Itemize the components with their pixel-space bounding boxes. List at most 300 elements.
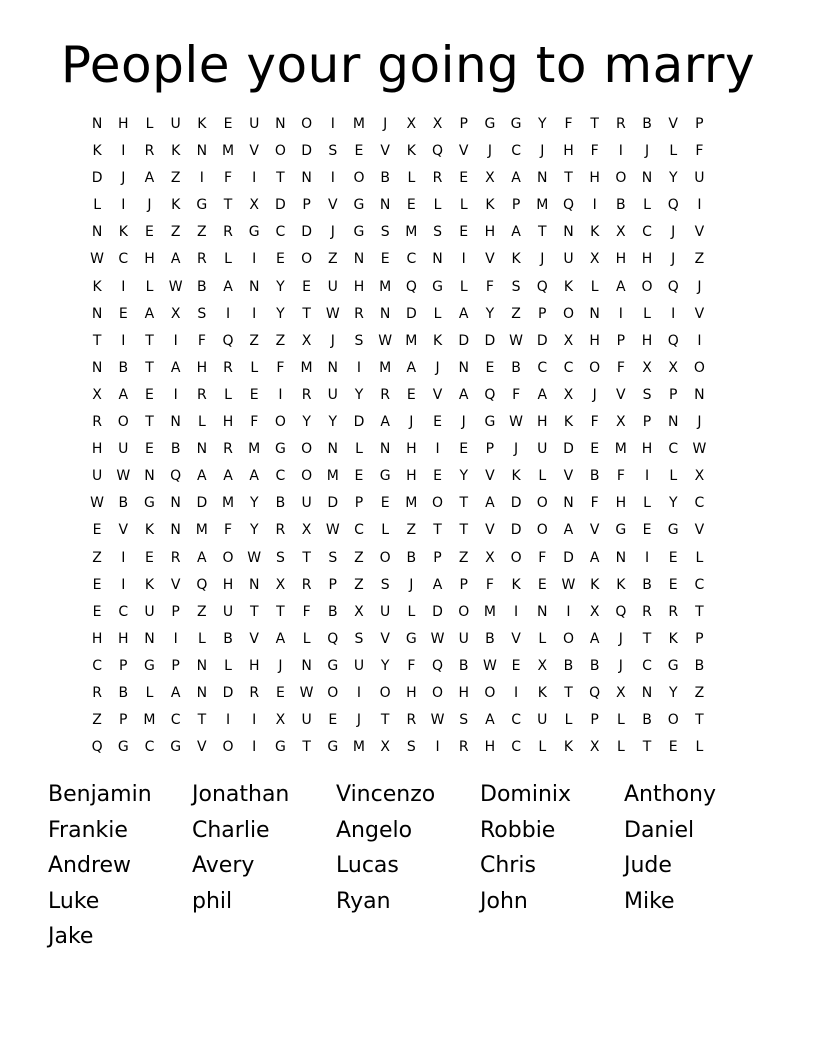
grid-letter: C <box>642 224 652 241</box>
grid-letter: I <box>121 549 126 566</box>
grid-letter: G <box>327 739 339 756</box>
grid-letter: Z <box>354 576 364 593</box>
grid-letter: G <box>196 197 208 214</box>
grid-letter: H <box>91 441 103 458</box>
grid-letter: S <box>380 576 390 593</box>
grid-letter: C <box>694 576 705 593</box>
grid-letter: H <box>589 170 600 187</box>
grid-letter: H <box>353 278 365 295</box>
grid-letter: I <box>252 305 257 322</box>
grid-letter: Y <box>302 414 311 431</box>
word-list-item: Chris <box>480 853 536 879</box>
grid-letter: E <box>668 576 678 593</box>
grid-letter: M <box>379 278 392 295</box>
grid-letter: P <box>433 549 442 566</box>
grid-letter: O <box>301 468 313 485</box>
grid-letter: G <box>484 116 496 132</box>
word-list-item: Ryan <box>336 888 391 914</box>
grid-letter: N <box>379 441 391 458</box>
grid-letter: P <box>485 441 495 458</box>
grid-letter: V <box>380 143 390 160</box>
grid-letter: I <box>173 630 178 647</box>
grid-letter: A <box>170 684 181 701</box>
grid-letter: K <box>406 143 416 160</box>
grid-letter: L <box>538 630 547 647</box>
grid-letter: T <box>302 305 311 322</box>
grid-letter: X <box>668 359 679 376</box>
grid-letter: N <box>432 251 443 268</box>
grid-letter: N <box>144 468 155 485</box>
grid-letter: Q <box>432 657 444 674</box>
grid-letter: W <box>378 332 393 349</box>
grid-letter: H <box>615 251 627 268</box>
grid-letter: D <box>353 414 365 431</box>
grid-letter: M <box>300 359 313 376</box>
grid-letter: V <box>485 251 495 268</box>
grid-letter: W <box>90 495 105 512</box>
grid-letter: O <box>117 414 129 431</box>
grid-letter: O <box>432 684 444 701</box>
word-list-item: Dominix <box>480 782 572 807</box>
grid-letter: R <box>223 359 233 376</box>
grid-letter: H <box>615 495 627 512</box>
grid-letter: O <box>562 630 574 647</box>
grid-letter: B <box>589 468 600 485</box>
grid-letter: K <box>92 143 102 160</box>
grid-letter: N <box>301 170 312 187</box>
grid-letter: T <box>92 332 102 349</box>
grid-letter: Z <box>170 170 181 187</box>
grid-letter: J <box>487 143 492 160</box>
grid-letter: H <box>406 441 417 458</box>
grid-letter: Z <box>170 224 181 241</box>
grid-letter: A <box>589 630 600 647</box>
grid-letter: J <box>147 197 152 214</box>
grid-letter: Q <box>562 197 574 214</box>
grid-letter: E <box>354 143 364 160</box>
grid-letter: Q <box>667 197 679 214</box>
grid-letter: P <box>590 712 599 729</box>
grid-letter: D <box>510 495 522 512</box>
grid-letter: E <box>249 386 259 403</box>
grid-letter: T <box>590 116 599 132</box>
grid-letter: C <box>118 603 129 620</box>
word-list-item: John <box>480 888 528 914</box>
word-list-item: Jonathan <box>192 782 290 807</box>
grid-letter: R <box>92 414 102 431</box>
grid-letter: H <box>484 224 496 241</box>
grid-letter: O <box>379 549 391 566</box>
grid-letter: B <box>694 657 705 674</box>
grid-letter: V <box>458 143 469 160</box>
grid-letter: G <box>170 739 182 756</box>
grid-letter: X <box>616 684 626 701</box>
grid-letter: R <box>642 603 652 620</box>
grid-letter: R <box>144 143 155 160</box>
grid-letter: A <box>485 495 495 512</box>
grid-letter: Z <box>327 251 338 268</box>
grid-letter: O <box>301 116 313 132</box>
grid-letter: X <box>301 332 312 349</box>
grid-letter: P <box>119 712 128 729</box>
grid-letter: G <box>379 468 391 485</box>
grid-letter: L <box>224 251 232 268</box>
grid-letter: R <box>380 386 391 403</box>
grid-letter: M <box>221 495 235 512</box>
grid-letter: A <box>485 712 495 729</box>
grid-letter: W <box>90 251 105 268</box>
grid-letter: V <box>118 522 129 539</box>
grid-letter: B <box>616 197 626 214</box>
grid-letter: F <box>224 170 233 187</box>
grid-letter: K <box>197 116 207 132</box>
grid-letter: X <box>537 657 548 674</box>
grid-letter: J <box>618 630 623 647</box>
grid-letter: E <box>145 386 154 403</box>
grid-letter: U <box>353 657 365 674</box>
grid-letter: J <box>697 414 702 431</box>
grid-letter: D <box>563 549 574 566</box>
grid-letter: B <box>642 116 652 132</box>
grid-letter: M <box>379 359 392 376</box>
grid-letter: F <box>302 603 311 620</box>
grid-letter: I <box>356 684 362 701</box>
grid-letter: K <box>432 332 443 349</box>
grid-letter: B <box>197 278 207 295</box>
grid-letter: O <box>693 359 705 376</box>
grid-letter: I <box>252 170 257 187</box>
word-list-item: Jake <box>48 924 94 950</box>
word-list-item: Anthony <box>624 782 716 807</box>
grid-letter: Z <box>694 684 705 701</box>
grid-letter: U <box>144 603 155 620</box>
grid-letter: E <box>459 170 469 187</box>
grid-letter: L <box>224 386 232 403</box>
grid-letter: A <box>616 278 626 295</box>
grid-letter: R <box>196 251 207 268</box>
grid-letter: E <box>145 441 154 458</box>
grid-letter: H <box>406 684 417 701</box>
grid-letter: E <box>275 251 285 268</box>
grid-letter: V <box>668 116 678 132</box>
grid-letter: M <box>248 441 261 458</box>
grid-letter: P <box>695 116 704 132</box>
grid-letter: I <box>173 332 178 349</box>
grid-letter: L <box>695 739 704 756</box>
grid-letter: Y <box>249 522 259 539</box>
word-list-item: Charlie <box>192 817 270 843</box>
grid-letter: P <box>171 603 180 620</box>
grid-letter: M <box>536 197 549 214</box>
grid-letter: J <box>540 251 545 268</box>
grid-letter: O <box>615 170 627 187</box>
grid-letter: E <box>354 468 364 485</box>
grid-letter: G <box>327 657 339 674</box>
grid-letter: E <box>92 603 102 620</box>
grid-letter: M <box>352 116 366 132</box>
grid-letter: D <box>196 495 208 512</box>
grid-letter: Y <box>276 278 285 295</box>
grid-letter: N <box>589 305 600 322</box>
grid-letter: O <box>641 278 653 295</box>
grid-letter: E <box>406 197 416 214</box>
grid-letter: X <box>275 712 286 729</box>
grid-letter: U <box>249 116 260 132</box>
grid-letter: N <box>353 251 365 268</box>
grid-letter: I <box>330 170 335 187</box>
grid-letter: J <box>435 359 440 376</box>
grid-letter: Y <box>354 386 364 403</box>
grid-letter: V <box>589 522 600 539</box>
grid-letter: I <box>121 576 126 593</box>
grid-letter: I <box>697 197 702 214</box>
grid-letter: E <box>275 684 285 701</box>
grid-letter: Z <box>275 332 286 349</box>
grid-letter: G <box>353 197 365 214</box>
grid-letter: I <box>121 197 126 214</box>
grid-letter: P <box>119 657 128 674</box>
grid-letter: A <box>197 468 207 485</box>
grid-letter: D <box>327 495 339 512</box>
grid-letter: A <box>144 305 155 322</box>
grid-letter: I <box>330 116 335 132</box>
grid-letter: D <box>510 522 522 539</box>
grid-letter: D <box>563 441 574 458</box>
grid-letter: J <box>671 251 676 268</box>
grid-letter: C <box>354 522 364 539</box>
grid-letter: A <box>406 359 417 376</box>
grid-letter: N <box>537 170 548 187</box>
grid-letter: F <box>590 414 599 431</box>
grid-letter: D <box>91 170 103 187</box>
grid-letter: L <box>538 468 547 485</box>
word-list-item: Benjamin <box>48 782 152 807</box>
grid-letter: L <box>616 712 625 729</box>
grid-letter: O <box>301 251 313 268</box>
grid-letter: F <box>485 278 494 295</box>
word-list-item: Vincenzo <box>336 782 436 807</box>
grid-letter: H <box>144 251 155 268</box>
grid-letter: L <box>564 712 573 729</box>
word-list-item: Mike <box>624 888 675 914</box>
grid-letter: S <box>275 549 285 566</box>
grid-letter: E <box>590 441 600 458</box>
grid-letter: H <box>484 739 496 756</box>
grid-letter: L <box>459 197 468 214</box>
grid-letter: I <box>252 251 257 268</box>
grid-letter: E <box>485 359 495 376</box>
grid-letter: R <box>301 576 312 593</box>
grid-letter: L <box>643 495 651 512</box>
grid-letter: I <box>252 739 257 756</box>
grid-letter: F <box>590 143 599 160</box>
page-title: People your going to marry <box>60 36 756 94</box>
grid-letter: S <box>328 549 338 566</box>
grid-letter: J <box>697 278 702 295</box>
grid-letter: H <box>641 441 653 458</box>
grid-letter: Q <box>327 630 339 647</box>
grid-letter: G <box>484 414 496 431</box>
grid-letter: E <box>459 441 469 458</box>
grid-letter: Y <box>380 657 390 674</box>
grid-letter: X <box>589 251 600 268</box>
grid-letter: M <box>143 712 156 729</box>
grid-letter: V <box>249 143 259 160</box>
grid-letter: I <box>435 441 440 458</box>
grid-letter: M <box>405 224 418 241</box>
grid-letter: E <box>302 278 312 295</box>
grid-letter: E <box>433 414 442 431</box>
grid-letter: G <box>144 657 155 674</box>
grid-letter: I <box>618 143 623 160</box>
grid-letter: W <box>692 441 707 458</box>
grid-letter: I <box>461 251 466 268</box>
word-list-item: phil <box>192 888 233 914</box>
grid-letter: T <box>433 522 442 539</box>
grid-letter: P <box>459 116 468 132</box>
grid-letter: M <box>614 441 627 458</box>
grid-letter: L <box>538 739 547 756</box>
grid-letter: J <box>383 116 388 132</box>
grid-letter: U <box>380 603 391 620</box>
grid-letter: U <box>327 278 338 295</box>
grid-letter: S <box>406 739 416 756</box>
grid-letter: J <box>618 657 623 674</box>
grid-letter: T <box>276 170 285 187</box>
grid-letter: B <box>118 495 129 512</box>
grid-letter: C <box>170 712 181 729</box>
grid-letter: B <box>118 684 129 701</box>
grid-letter: P <box>328 576 337 593</box>
grid-letter: R <box>249 684 260 701</box>
grid-letter: K <box>144 576 155 593</box>
grid-letter: P <box>302 197 311 214</box>
grid-letter: J <box>409 414 414 431</box>
grid-letter: T <box>459 495 468 512</box>
grid-letter: G <box>615 522 627 539</box>
grid-letter: O <box>536 495 548 512</box>
grid-letter: N <box>458 359 469 376</box>
grid-letter: N <box>694 386 705 403</box>
grid-letter: N <box>170 414 181 431</box>
grid-letter: H <box>458 684 469 701</box>
grid-letter: S <box>433 224 442 241</box>
grid-letter: I <box>644 468 650 485</box>
grid-letter: L <box>93 197 101 214</box>
word-list-item: Daniel <box>624 817 695 843</box>
grid-letter: F <box>485 576 494 593</box>
word-list-item: Jude <box>624 853 672 879</box>
grid-letter: I <box>121 332 126 349</box>
grid-letter: I <box>566 603 571 620</box>
grid-letter: E <box>642 522 652 539</box>
grid-letter: C <box>668 441 679 458</box>
grid-letter: L <box>224 657 232 674</box>
grid-letter: F <box>616 359 625 376</box>
grid-letter: K <box>511 251 521 268</box>
grid-letter: D <box>432 603 443 620</box>
grid-letter: N <box>91 305 103 322</box>
grid-letter: X <box>406 116 417 132</box>
grid-letter: N <box>91 224 103 241</box>
grid-letter: T <box>276 603 285 620</box>
grid-letter: L <box>616 739 625 756</box>
grid-letter: X <box>563 386 574 403</box>
grid-letter: F <box>250 414 259 431</box>
grid-letter: V <box>563 468 574 485</box>
grid-letter: L <box>407 603 416 620</box>
grid-letter: R <box>223 224 233 241</box>
grid-letter: C <box>537 359 548 376</box>
grid-letter: U <box>537 712 548 729</box>
grid-letter: X <box>485 549 495 566</box>
grid-letter: R <box>406 712 417 729</box>
grid-letter: X <box>301 522 312 539</box>
grid-letter: W <box>247 549 262 566</box>
grid-letter: O <box>379 684 391 701</box>
grid-letter: O <box>510 549 522 566</box>
grid-letter: L <box>145 116 154 132</box>
grid-letter: S <box>511 278 521 295</box>
grid-letter: L <box>643 197 651 214</box>
grid-letter: O <box>222 739 234 756</box>
grid-letter: C <box>118 251 129 268</box>
grid-letter: U <box>458 630 469 647</box>
grid-letter: X <box>563 332 574 349</box>
grid-letter: K <box>171 197 181 214</box>
grid-letter: Q <box>536 278 548 295</box>
grid-letter: H <box>641 332 653 349</box>
grid-letter: L <box>459 278 468 295</box>
grid-letter: J <box>409 576 414 593</box>
grid-letter: N <box>196 657 208 674</box>
grid-letter: G <box>117 739 129 756</box>
grid-letter: P <box>538 305 547 322</box>
grid-letter: W <box>168 278 183 295</box>
grid-letter: A <box>563 522 574 539</box>
grid-letter: J <box>330 224 335 241</box>
grid-letter: C <box>144 739 155 756</box>
grid-letter: H <box>537 414 548 431</box>
grid-letter: B <box>589 657 600 674</box>
grid-letter: S <box>642 386 652 403</box>
grid-letter: I <box>121 278 126 295</box>
grid-letter: A <box>458 305 469 322</box>
grid-letter: B <box>275 495 286 512</box>
grid-letter: F <box>197 332 206 349</box>
grid-letter: J <box>644 143 650 160</box>
grid-letter: H <box>406 468 417 485</box>
grid-letter: N <box>91 359 103 376</box>
grid-letter: X <box>92 386 102 403</box>
grid-letter: N <box>537 603 548 620</box>
grid-letter: H <box>222 414 234 431</box>
grid-letter: P <box>354 495 364 512</box>
grid-letter: C <box>511 712 521 729</box>
grid-letter: O <box>536 522 548 539</box>
grid-letter: Q <box>91 739 103 756</box>
grid-letter: O <box>458 603 470 620</box>
grid-letter: L <box>433 305 442 322</box>
grid-letter: J <box>514 441 519 458</box>
grid-letter: T <box>302 739 311 756</box>
grid-letter: A <box>380 414 390 431</box>
grid-letter: R <box>223 441 233 458</box>
grid-letter: E <box>380 495 390 512</box>
grid-letter: K <box>590 224 600 241</box>
grid-letter: O <box>274 143 286 160</box>
grid-letter: D <box>275 197 286 214</box>
